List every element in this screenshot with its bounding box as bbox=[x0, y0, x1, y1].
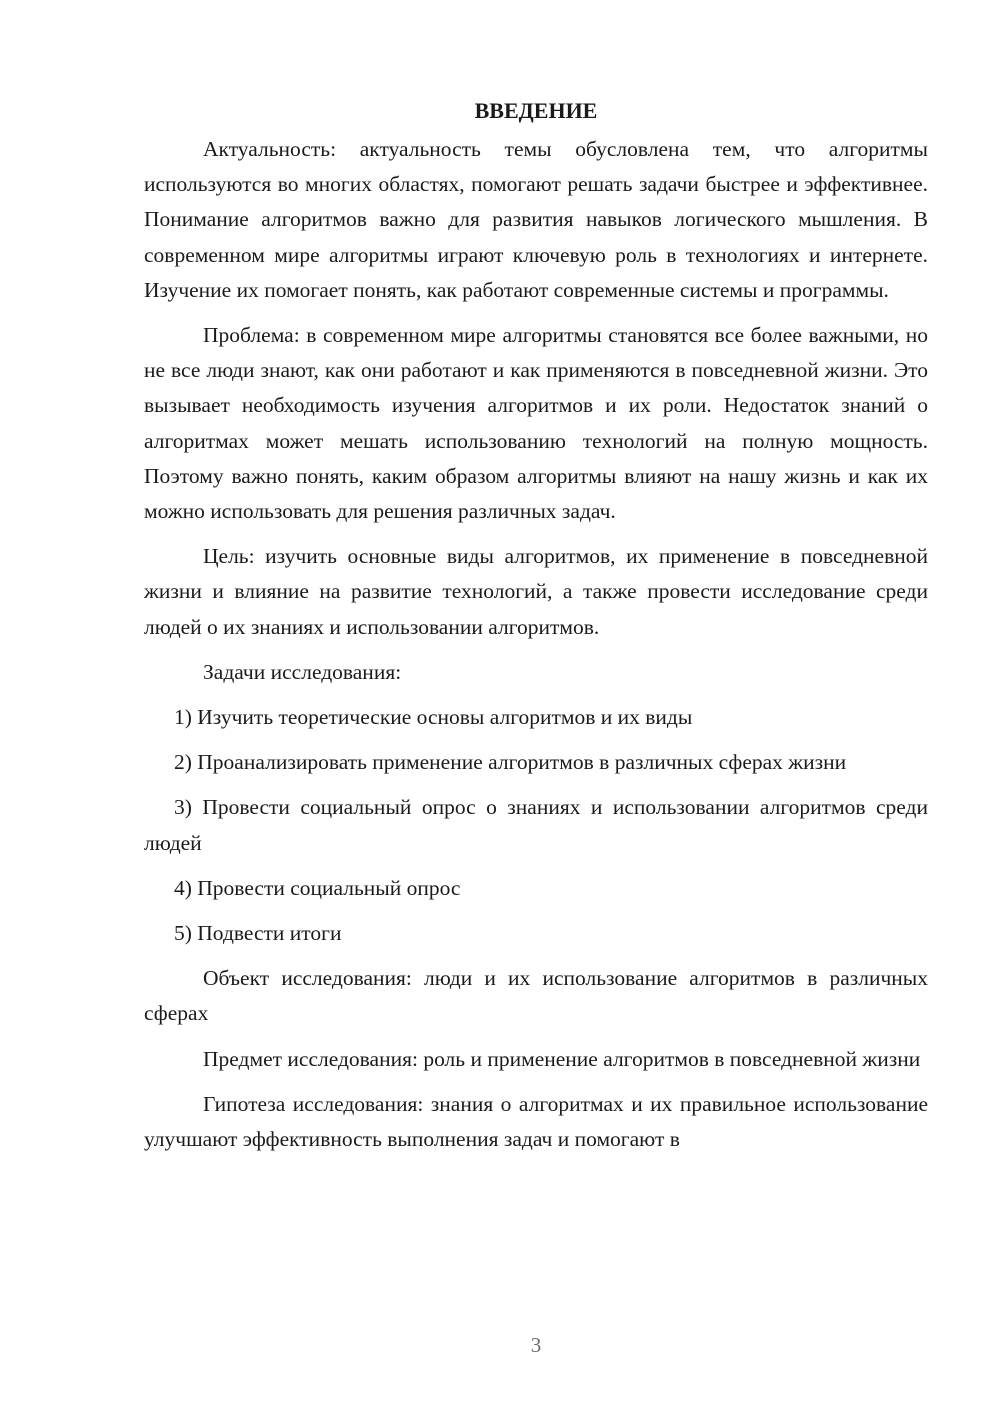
section-title: ВВЕДЕНИЕ bbox=[474, 98, 598, 123]
task-item-1: 1) Изучить теоретические основы алгоритмов и их виды bbox=[174, 705, 693, 730]
task-item-5: 5) Подвести итоги bbox=[174, 921, 342, 946]
task-item-4: 4) Провести социальный опрос bbox=[174, 875, 461, 900]
paragraph-goal: Цель: изучить основные виды алгоритмов, их применение в повседневной жизни и влияние на развитие технологий, а также провести исследование среди людей о их знаниях и использовании алгоритмов. bbox=[144, 544, 928, 639]
paragraph-subject: Предмет исследования: роль и применение алгоритмов в повседневной жизни bbox=[203, 1046, 921, 1071]
paragraph-hypothesis: Гипотеза исследования: знания о алгоритмах и их правильное использование улучшают эффективность выполнения задач и помогают в bbox=[144, 1091, 928, 1152]
paragraph-relevance: Актуальность: актуальность темы обусловлена тем, что алгоритмы используются во многих областях, помогают решать задачи быстрее и эффективнее. Понимание алгоритмов важно для развития навыков логического мышления. В современном мире алгоритмы играют ключевую роль в технологиях и интернете. Изучение их помогает понять, как работают современные системы и программы. bbox=[144, 137, 928, 302]
tasks-heading: Задачи исследования: bbox=[203, 659, 402, 684]
task-item-2: 2) Проанализировать применение алгоритмов в различных сферах жизни bbox=[174, 750, 847, 775]
document-page bbox=[144, 93, 928, 1167]
paragraph-object: Объект исследования: люди и их использование алгоритмов в различных сферах bbox=[144, 966, 928, 1026]
task-item-3: 3) Провести социальный опрос о знаниях и использовании алгоритмов среди людей bbox=[144, 795, 928, 855]
page-number: 3 bbox=[530, 1333, 542, 1357]
paragraph-problem: Проблема: в современном мире алгоритмы становятся все более важными, но не все люди знают, как они работают и как применяются в повседневной жизни. Это вызывает необходимость изучения алгоритмов и их роли. Недостаток знаний о алгоритмах может мешать использованию технологий на полную мощность. Поэтому важно понять, каким образом алгоритмы влияют на нашу жизнь и как их можно использовать для решения различных задач. bbox=[144, 323, 928, 524]
